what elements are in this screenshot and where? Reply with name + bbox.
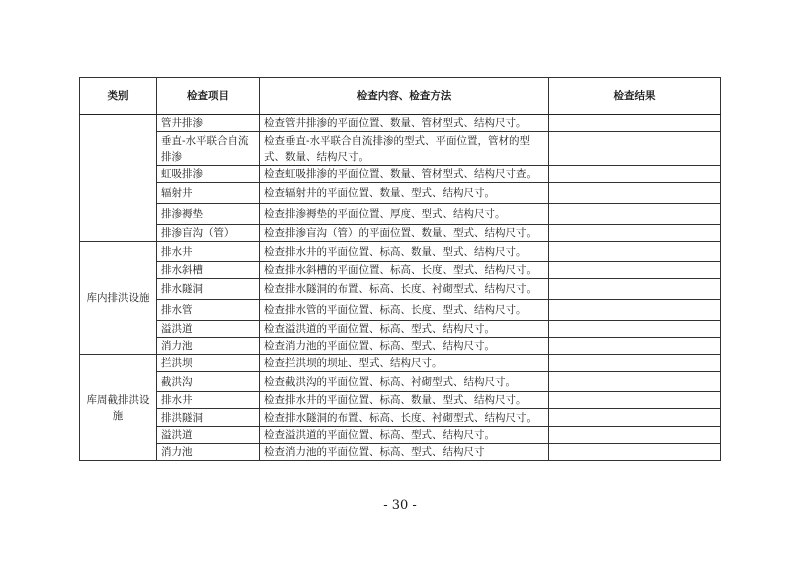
result-cell[interactable] [549,300,721,321]
item-cell: 排水井 [157,242,260,262]
method-cell: 检查虹吸排渗的平面位置、数量、管材型式、结构尺寸查。 [260,166,549,183]
table-row [80,355,721,372]
category-cell [80,115,157,242]
result-cell[interactable] [549,204,721,225]
item-cell: 溢洪道 [157,427,260,444]
table-row [80,262,721,279]
item-cell: 排渗褥垫 [157,204,260,225]
item-cell: 截洪沟 [157,372,260,392]
item-cell: 消力池 [157,338,260,355]
result-cell[interactable] [549,183,721,204]
method-cell: 检查溢洪道的平面位置、标高、型式、结构尺寸。 [260,427,549,444]
result-cell[interactable] [549,355,721,372]
item-cell: 排渗盲沟（管） [157,225,260,242]
result-cell[interactable] [549,372,721,392]
category-cell: 库内排洪设施 [80,242,157,355]
table-row [80,372,721,392]
table-row [80,427,721,444]
table-row [80,183,721,204]
item-cell: 排水斜槽 [157,262,260,279]
table-row [80,338,721,355]
table-row [80,115,721,132]
result-cell[interactable] [549,279,721,300]
result-cell[interactable] [549,444,721,461]
inspection-table [79,77,721,461]
method-cell: 检查排水隧洞的布置、标高、长度、衬砌型式、结构尺寸。 [260,279,549,300]
table-row [80,409,721,427]
result-cell[interactable] [549,225,721,242]
result-cell[interactable] [549,409,721,427]
table-row [80,300,721,321]
table-row [80,132,721,166]
item-cell: 排水井 [157,392,260,409]
item-cell: 虹吸排渗 [157,166,260,183]
result-cell[interactable] [549,392,721,409]
item-cell: 排洪隧洞 [157,409,260,427]
method-cell: 检查排水斜槽的平面位置、标高、长度、型式、结构尺寸。 [260,262,549,279]
method-cell: 检查排水管的平面位置、标高、长度、型式、结构尺寸。 [260,300,549,321]
method-cell: 检查排水隧洞的布置、标高、长度、衬砌型式、结构尺寸。 [260,409,549,427]
result-cell[interactable] [549,132,721,166]
item-cell: 垂直-水平联合自流排渗 [157,132,260,166]
table-body [80,115,721,461]
header-item: 检查项目 [157,78,260,115]
result-cell[interactable] [549,338,721,355]
result-cell[interactable] [549,115,721,132]
category-cell: 库周截排洪设施 [80,355,157,461]
method-cell: 检查消力池的平面位置、标高、型式、结构尺寸。 [260,338,549,355]
item-cell: 排水隧洞 [157,279,260,300]
header-result: 检查结果 [549,78,721,115]
item-cell: 溢洪道 [157,321,260,338]
item-cell: 排水管 [157,300,260,321]
method-cell: 检查排渗褥垫的平面位置、厚度、型式、结构尺寸。 [260,204,549,225]
method-cell: 检查拦洪坝的坝址、型式、结构尺寸。 [260,355,549,372]
result-cell[interactable] [549,321,721,338]
table-row [80,166,721,183]
table-row [80,392,721,409]
table-row [80,444,721,461]
page-number: - 30 - [383,498,417,513]
result-cell[interactable] [549,427,721,444]
item-cell: 辐射井 [157,183,260,204]
method-cell: 检查垂直-水平联合自流排渗的型式、平面位置，管材的型式、数量、结构尺寸。 [260,132,549,166]
method-cell: 检查截洪沟的平面位置、标高、衬砌型式、结构尺寸。 [260,372,549,392]
result-cell[interactable] [549,242,721,262]
table-row [80,279,721,300]
method-cell: 检查排水井的平面位置、标高、数量、型式、结构尺寸。 [260,392,549,409]
method-cell: 检查溢洪道的平面位置、标高、型式、结构尺寸。 [260,321,549,338]
table-row [80,321,721,338]
method-cell: 检查辐射井的平面位置、数量、型式、结构尺寸。 [260,183,549,204]
table-row [80,225,721,242]
method-cell: 检查排水井的平面位置、标高、数量、型式、结构尺寸。 [260,242,549,262]
item-cell: 管井排渗 [157,115,260,132]
table-row [80,242,721,262]
item-cell: 拦洪坝 [157,355,260,372]
table-row [80,204,721,225]
method-cell: 检查排渗盲沟（管）的平面位置、数量、型式、结构尺寸。 [260,225,549,242]
result-cell[interactable] [549,262,721,279]
method-cell: 检查管井排渗的平面位置、数量、管材型式、结构尺寸。 [260,115,549,132]
method-cell: 检查消力池的平面位置、标高、型式、结构尺寸 [260,444,549,461]
header-category: 类别 [80,78,157,115]
table-header-row [80,78,721,115]
result-cell[interactable] [549,166,721,183]
item-cell: 消力池 [157,444,260,461]
header-method: 检查内容、检查方法 [260,78,549,115]
